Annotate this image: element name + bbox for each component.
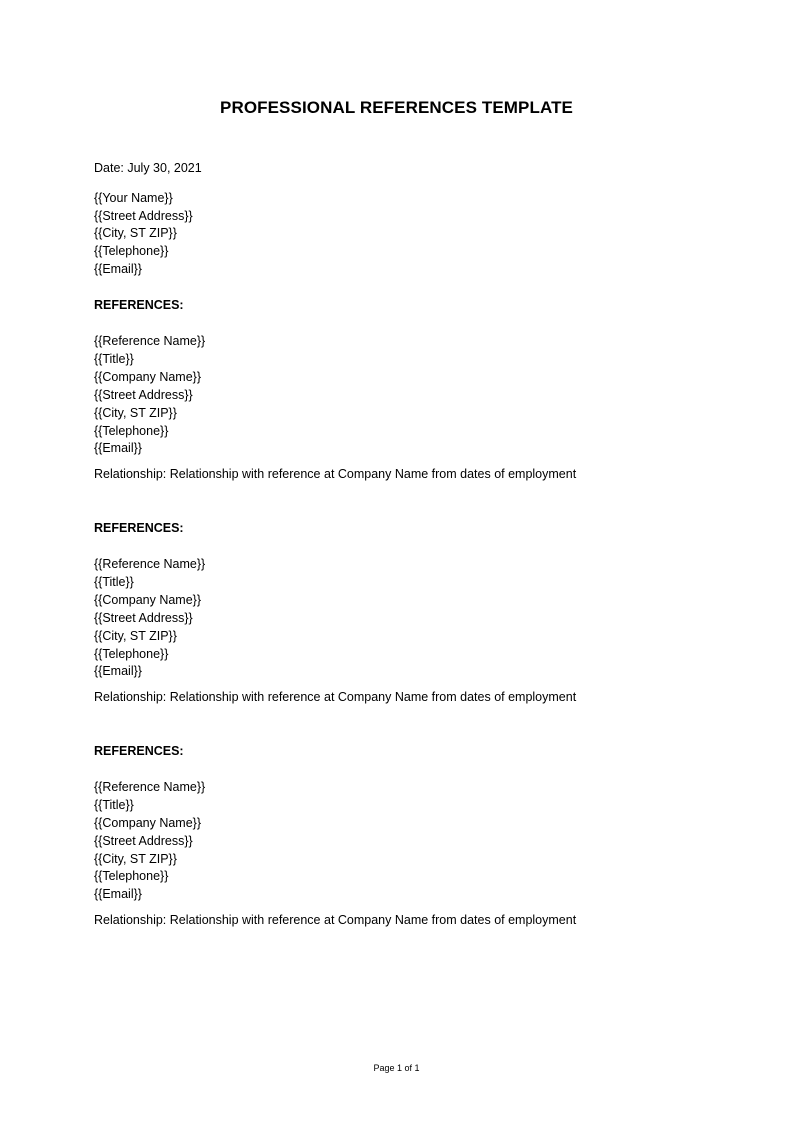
reference-relationship: Relationship: Relationship with reference at Company Name from dates of employment	[94, 467, 577, 481]
reference-email: {{Email}}	[94, 887, 142, 901]
page-footer: Page 1 of 1	[373, 1063, 420, 1073]
reference-relationship: Relationship: Relationship with reference at Company Name from dates of employment	[94, 913, 577, 927]
reference-name: {{Reference Name}}	[94, 334, 206, 348]
sender-city: {{City, ST ZIP}}	[94, 226, 177, 240]
sender-street: {{Street Address}}	[94, 209, 193, 223]
reference-relationship: Relationship: Relationship with reference at Company Name from dates of employment	[94, 690, 577, 704]
page-title: PROFESSIONAL REFERENCES TEMPLATE	[220, 98, 573, 117]
reference-telephone: {{Telephone}}	[94, 424, 169, 438]
reference-street: {{Street Address}}	[94, 834, 193, 848]
reference-email: {{Email}}	[94, 441, 142, 455]
reference-telephone: {{Telephone}}	[94, 869, 169, 883]
reference-street: {{Street Address}}	[94, 611, 193, 625]
reference-title: {{Title}}	[94, 798, 134, 812]
reference-title: {{Title}}	[94, 575, 134, 589]
references-heading: REFERENCES:	[94, 298, 184, 312]
reference-city: {{City, ST ZIP}}	[94, 852, 177, 866]
reference-company: {{Company Name}}	[94, 816, 202, 830]
reference-telephone: {{Telephone}}	[94, 647, 169, 661]
reference-title: {{Title}}	[94, 352, 134, 366]
references-heading: REFERENCES:	[94, 744, 184, 758]
sender-name: {{Your Name}}	[94, 191, 173, 205]
reference-company: {{Company Name}}	[94, 370, 202, 384]
reference-company: {{Company Name}}	[94, 593, 202, 607]
reference-email: {{Email}}	[94, 664, 142, 678]
sender-email: {{Email}}	[94, 262, 142, 276]
reference-name: {{Reference Name}}	[94, 780, 206, 794]
reference-street: {{Street Address}}	[94, 388, 193, 402]
reference-city: {{City, ST ZIP}}	[94, 629, 177, 643]
sender-telephone: {{Telephone}}	[94, 244, 169, 258]
date-line: Date: July 30, 2021	[94, 161, 202, 175]
reference-name: {{Reference Name}}	[94, 557, 206, 571]
references-heading: REFERENCES:	[94, 521, 184, 535]
reference-city: {{City, ST ZIP}}	[94, 406, 177, 420]
